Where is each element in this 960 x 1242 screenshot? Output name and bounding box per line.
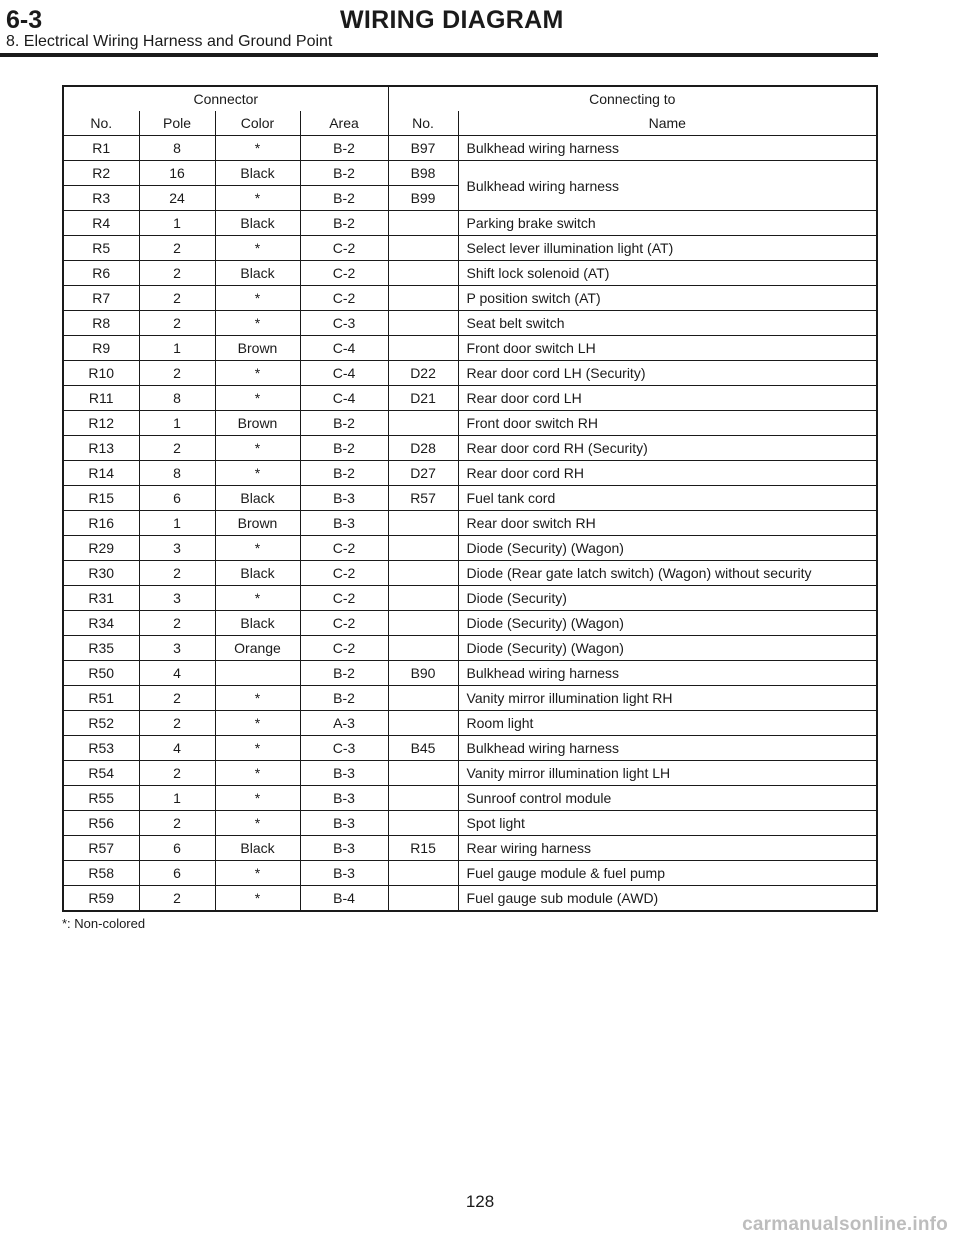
cell-pole: 2: [139, 686, 215, 711]
cell-pole: 8: [139, 136, 215, 161]
cell-connecting-no: [388, 536, 458, 561]
cell-no: R11: [63, 386, 139, 411]
cell-pole: 1: [139, 411, 215, 436]
group-header-connecting-to: Connecting to: [388, 86, 877, 111]
cell-name: Bulkhead wiring harness: [458, 136, 877, 161]
cell-connecting-no: B45: [388, 736, 458, 761]
cell-pole: 2: [139, 886, 215, 912]
cell-area: B-4: [300, 886, 388, 912]
cell-name: Shift lock solenoid (AT): [458, 261, 877, 286]
cell-name: Fuel gauge module & fuel pump: [458, 861, 877, 886]
cell-pole: 3: [139, 636, 215, 661]
cell-connecting-no: B90: [388, 661, 458, 686]
cell-name: Front door switch LH: [458, 336, 877, 361]
cell-connecting-no: [388, 686, 458, 711]
table-row: [63, 661, 877, 686]
cell-color: Black: [215, 211, 300, 236]
cell-color: Black: [215, 836, 300, 861]
cell-area: B-2: [300, 161, 388, 186]
watermark: carmanualsonline.info: [742, 1214, 948, 1235]
cell-color: *: [215, 536, 300, 561]
cell-name: Vanity mirror illumination light LH: [458, 761, 877, 786]
cell-no: R2: [63, 161, 139, 186]
cell-area: B-3: [300, 511, 388, 536]
cell-area: A-3: [300, 711, 388, 736]
cell-color: *: [215, 186, 300, 211]
cell-pole: 1: [139, 511, 215, 536]
cell-area: B-2: [300, 436, 388, 461]
cell-pole: 2: [139, 561, 215, 586]
cell-name: Diode (Security) (Wagon): [458, 636, 877, 661]
table-row: [63, 886, 877, 912]
cell-area: C-3: [300, 311, 388, 336]
cell-no: R30: [63, 561, 139, 586]
table-row: [63, 686, 877, 711]
cell-no: R52: [63, 711, 139, 736]
cell-name: Sunroof control module: [458, 786, 877, 811]
cell-connecting-no: R15: [388, 836, 458, 861]
cell-no: R9: [63, 336, 139, 361]
table-row: [63, 811, 877, 836]
cell-color: Black: [215, 486, 300, 511]
cell-connecting-no: [388, 711, 458, 736]
cell-no: R54: [63, 761, 139, 786]
header-rule: [0, 53, 878, 57]
table-row: [63, 436, 877, 461]
cell-name: Rear door cord RH (Security): [458, 436, 877, 461]
column-header-name: Name: [458, 111, 877, 136]
cell-area: C-2: [300, 286, 388, 311]
cell-area: B-2: [300, 461, 388, 486]
cell-pole: 3: [139, 536, 215, 561]
cell-no: R3: [63, 186, 139, 211]
cell-connecting-no: [388, 336, 458, 361]
cell-no: R7: [63, 286, 139, 311]
cell-name: Parking brake switch: [458, 211, 877, 236]
cell-pole: 2: [139, 361, 215, 386]
cell-no: R35: [63, 636, 139, 661]
cell-name: Rear door cord LH: [458, 386, 877, 411]
cell-name: Diode (Security) (Wagon): [458, 611, 877, 636]
cell-color: Black: [215, 161, 300, 186]
cell-pole: 2: [139, 286, 215, 311]
cell-connecting-no: B99: [388, 186, 458, 211]
cell-pole: 2: [139, 611, 215, 636]
cell-connecting-no: R57: [388, 486, 458, 511]
column-header-color: Color: [215, 111, 300, 136]
cell-color: *: [215, 736, 300, 761]
cell-color: Orange: [215, 636, 300, 661]
table-row: [63, 761, 877, 786]
cell-no: R34: [63, 611, 139, 636]
table-column-header-row: [63, 111, 877, 136]
cell-connecting-no: [388, 636, 458, 661]
column-header-connecting-no: No.: [388, 111, 458, 136]
table-row: [63, 261, 877, 286]
cell-pole: 8: [139, 386, 215, 411]
table-body: [63, 136, 877, 912]
cell-name: Diode (Rear gate latch switch) (Wagon) without security: [458, 561, 877, 586]
cell-color: *: [215, 886, 300, 912]
cell-pole: 6: [139, 861, 215, 886]
cell-connecting-no: D28: [388, 436, 458, 461]
table-row: [63, 636, 877, 661]
cell-color: *: [215, 586, 300, 611]
cell-area: B-3: [300, 761, 388, 786]
cell-name: Rear door cord RH: [458, 461, 877, 486]
table-row: [63, 711, 877, 736]
cell-no: R51: [63, 686, 139, 711]
cell-pole: 3: [139, 586, 215, 611]
cell-name: Rear door cord LH (Security): [458, 361, 877, 386]
table-row: [63, 786, 877, 811]
cell-area: B-2: [300, 186, 388, 211]
cell-no: R5: [63, 236, 139, 261]
cell-name: Bulkhead wiring harness: [458, 161, 877, 211]
cell-name: Select lever illumination light (AT): [458, 236, 877, 261]
cell-area: B-2: [300, 411, 388, 436]
cell-pole: 8: [139, 461, 215, 486]
table-row: [63, 236, 877, 261]
cell-name: Bulkhead wiring harness: [458, 661, 877, 686]
cell-color: Black: [215, 561, 300, 586]
cell-no: R16: [63, 511, 139, 536]
table-row: [63, 311, 877, 336]
cell-connecting-no: [388, 211, 458, 236]
cell-connecting-no: B97: [388, 136, 458, 161]
table-group-header-row: [63, 86, 877, 111]
cell-color: Black: [215, 611, 300, 636]
cell-area: C-4: [300, 386, 388, 411]
cell-area: C-2: [300, 536, 388, 561]
cell-color: *: [215, 761, 300, 786]
cell-no: R55: [63, 786, 139, 811]
cell-no: R12: [63, 411, 139, 436]
cell-no: R1: [63, 136, 139, 161]
cell-name: Vanity mirror illumination light RH: [458, 686, 877, 711]
cell-pole: 1: [139, 336, 215, 361]
cell-color: *: [215, 436, 300, 461]
table-row: [63, 736, 877, 761]
cell-pole: 2: [139, 436, 215, 461]
table-row: [63, 361, 877, 386]
cell-connecting-no: [388, 861, 458, 886]
table-row: [63, 511, 877, 536]
cell-name: Fuel tank cord: [458, 486, 877, 511]
cell-area: C-2: [300, 236, 388, 261]
cell-color: *: [215, 236, 300, 261]
cell-name: Rear door switch RH: [458, 511, 877, 536]
table-row: [63, 461, 877, 486]
cell-connecting-no: [388, 311, 458, 336]
cell-pole: 24: [139, 186, 215, 211]
cell-name: P position switch (AT): [458, 286, 877, 311]
cell-no: R8: [63, 311, 139, 336]
cell-pole: 6: [139, 486, 215, 511]
cell-connecting-no: D27: [388, 461, 458, 486]
cell-connecting-no: [388, 611, 458, 636]
cell-color: Black: [215, 261, 300, 286]
cell-area: B-3: [300, 486, 388, 511]
page-subtitle: 8. Electrical Wiring Harness and Ground Point: [6, 33, 333, 50]
cell-connecting-no: [388, 511, 458, 536]
table-row: [63, 861, 877, 886]
cell-area: C-4: [300, 336, 388, 361]
cell-pole: 6: [139, 836, 215, 861]
cell-connecting-no: [388, 561, 458, 586]
cell-pole: 2: [139, 311, 215, 336]
cell-no: R53: [63, 736, 139, 761]
table-row: [63, 561, 877, 586]
cell-name: Bulkhead wiring harness: [458, 736, 877, 761]
cell-area: B-2: [300, 661, 388, 686]
table-row: [63, 536, 877, 561]
cell-color: *: [215, 861, 300, 886]
cell-name: Spot light: [458, 811, 877, 836]
cell-area: B-3: [300, 861, 388, 886]
cell-connecting-no: D21: [388, 386, 458, 411]
cell-pole: 1: [139, 211, 215, 236]
connector-table: [62, 85, 878, 912]
group-header-connector: Connector: [63, 86, 388, 111]
column-header-area: Area: [300, 111, 388, 136]
cell-color: *: [215, 311, 300, 336]
table-row: [63, 136, 877, 161]
cell-no: R50: [63, 661, 139, 686]
cell-no: R15: [63, 486, 139, 511]
cell-pole: 4: [139, 661, 215, 686]
table-row: [63, 211, 877, 236]
cell-connecting-no: [388, 886, 458, 912]
cell-connecting-no: [388, 761, 458, 786]
cell-no: R57: [63, 836, 139, 861]
table-row: [63, 411, 877, 436]
cell-area: B-2: [300, 686, 388, 711]
cell-color: Brown: [215, 336, 300, 361]
cell-connecting-no: [388, 586, 458, 611]
cell-no: R59: [63, 886, 139, 912]
cell-area: C-2: [300, 636, 388, 661]
cell-pole: 1: [139, 786, 215, 811]
cell-pole: 2: [139, 236, 215, 261]
cell-area: C-2: [300, 586, 388, 611]
cell-color: *: [215, 286, 300, 311]
cell-area: C-4: [300, 361, 388, 386]
column-header-no: No.: [63, 111, 139, 136]
page-header: [0, 0, 960, 60]
cell-no: R10: [63, 361, 139, 386]
cell-no: R6: [63, 261, 139, 286]
cell-area: C-2: [300, 561, 388, 586]
cell-area: B-3: [300, 811, 388, 836]
cell-no: R29: [63, 536, 139, 561]
cell-connecting-no: [388, 411, 458, 436]
cell-area: C-2: [300, 611, 388, 636]
cell-name: Fuel gauge sub module (AWD): [458, 886, 877, 912]
cell-color: Brown: [215, 511, 300, 536]
cell-color: [215, 661, 300, 686]
cell-no: R56: [63, 811, 139, 836]
cell-color: *: [215, 686, 300, 711]
cell-color: *: [215, 811, 300, 836]
cell-name: Seat belt switch: [458, 311, 877, 336]
table-row: [63, 611, 877, 636]
cell-area: C-2: [300, 261, 388, 286]
page-number: 128: [465, 1192, 495, 1211]
cell-no: R58: [63, 861, 139, 886]
cell-name: Front door switch RH: [458, 411, 877, 436]
section-number: 6-3: [6, 6, 43, 34]
cell-connecting-no: B98: [388, 161, 458, 186]
column-header-pole: Pole: [139, 111, 215, 136]
cell-color: *: [215, 361, 300, 386]
cell-no: R14: [63, 461, 139, 486]
table-row: [63, 161, 877, 186]
footnote: *: Non-colored: [62, 916, 146, 931]
cell-connecting-no: [388, 286, 458, 311]
cell-connecting-no: [388, 261, 458, 286]
cell-area: B-3: [300, 836, 388, 861]
cell-pole: 2: [139, 761, 215, 786]
cell-name: Room light: [458, 711, 877, 736]
cell-color: Brown: [215, 411, 300, 436]
cell-name: Rear wiring harness: [458, 836, 877, 861]
cell-color: *: [215, 786, 300, 811]
cell-pole: 2: [139, 711, 215, 736]
table-row: [63, 336, 877, 361]
cell-pole: 16: [139, 161, 215, 186]
cell-pole: 2: [139, 261, 215, 286]
cell-no: R4: [63, 211, 139, 236]
cell-area: B-2: [300, 136, 388, 161]
table-row: [63, 286, 877, 311]
cell-pole: 2: [139, 811, 215, 836]
table-row: [63, 486, 877, 511]
cell-connecting-no: D22: [388, 361, 458, 386]
cell-color: *: [215, 711, 300, 736]
cell-connecting-no: [388, 236, 458, 261]
cell-no: R31: [63, 586, 139, 611]
table-row: [63, 586, 877, 611]
table-row: [63, 836, 877, 861]
cell-connecting-no: [388, 811, 458, 836]
cell-name: Diode (Security) (Wagon): [458, 536, 877, 561]
page-title: WIRING DIAGRAM: [340, 6, 564, 34]
cell-area: B-3: [300, 786, 388, 811]
cell-color: *: [215, 136, 300, 161]
cell-name: Diode (Security): [458, 586, 877, 611]
cell-area: B-2: [300, 211, 388, 236]
cell-no: R13: [63, 436, 139, 461]
cell-color: *: [215, 461, 300, 486]
cell-area: C-3: [300, 736, 388, 761]
cell-connecting-no: [388, 786, 458, 811]
cell-color: *: [215, 386, 300, 411]
cell-pole: 4: [139, 736, 215, 761]
table-row: [63, 386, 877, 411]
